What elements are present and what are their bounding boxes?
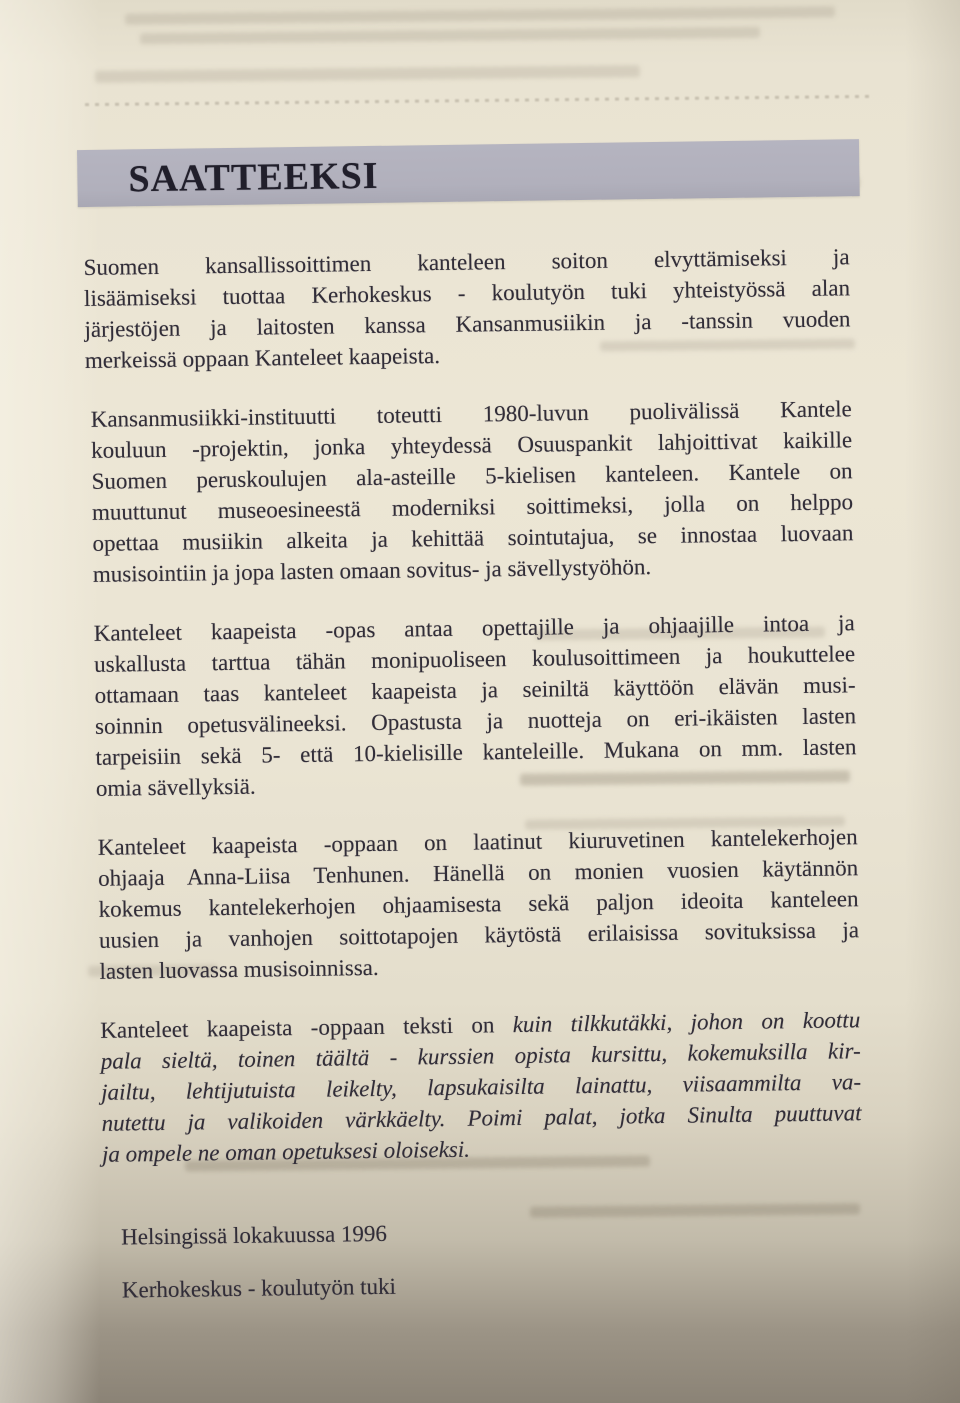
text-line: opettaa musiikin alkeita ja kehittää sointutajua, se innostaa luovaan [92, 520, 854, 556]
text-line-italic: pala sieltä, toinen täältä - kurssien opista kursittu, kokemuksilla kir- [100, 1038, 861, 1074]
paragraph-1 [83, 241, 851, 376]
text-line: merkeissä oppaan Kanteleet kaapeista. [84, 343, 441, 373]
text-line: Kanteleet kaapeista -oppaan on laatinut kiuruvetinen kantelekerhojen [97, 824, 858, 860]
paragraph-2 [91, 393, 855, 590]
text-line: ottamaan taas kanteleet kaapeista ja seiniltä käyttöön elävän musi- [94, 672, 856, 708]
text-line: kouluun -projektin, jonka yhteydessä Osuuspankit lahjoittivat kaikille [91, 427, 853, 463]
signoff-organization: Kerhokeskus - koulutyön tuki [121, 1273, 397, 1303]
bleedthrough-smudge [140, 27, 760, 44]
text-line: kokemus kantelekerhojen ohjaamisesta sekä paljon ideoita kanteleen [98, 886, 859, 922]
text-line: soinnin opetusvälineeksi. Opastusta ja nuotteja on eri-ikäisten lasten [94, 703, 857, 739]
text-line: Kansanmusiikki-instituutti toteutti 1980-luvun puolivälissä Kantele [90, 396, 852, 432]
text-line: järjestöjen ja laitosten kanssa Kansanmusiikin ja -tanssin vuoden [84, 306, 851, 342]
text-line: omia sävellyksiä. [95, 773, 256, 801]
text-line-italic: nutettu ja valikoiden värkkäelty. Poimi palat, jotka Sinulta puuttuvat [101, 1100, 862, 1136]
bleedthrough-smudge [125, 6, 835, 24]
paragraph-closing [100, 1004, 862, 1170]
text-line: muuttunut museoesineestä moderniksi soittimeksi, jolla on helppo [91, 489, 854, 525]
page-content [82, 139, 870, 1306]
signoff-place-date: Helsingissä lokakuussa 1996 [121, 1220, 388, 1250]
bleedthrough-smudge [95, 65, 640, 83]
text-line: lasten luovassa musisoinnissa. [99, 954, 379, 984]
section-header-bar [77, 139, 860, 207]
signoff [121, 1211, 864, 1305]
text-line-italic: ja ompele ne oman opetuksesi oloiseksi. [101, 1136, 471, 1167]
closing-lead-roman: Kanteleet kaapeista -oppaan teksti on [100, 1012, 513, 1043]
section-title: SAATTEEKSI [128, 154, 379, 201]
text-line: Kanteleet kaapeista -opas antaa opettajille ja ohjaajille intoa ja [93, 610, 855, 646]
text-line: Suomen kansallissoittimen kanteleen soiton elvyttämiseksi ja [83, 244, 850, 280]
text-line: lisäämiseksi tuottaa Kerhokeskus - koulutyön tuki yhteistyössä alan [83, 275, 851, 311]
text-line: musisointiin ja jopa lasten omaan sovitus- ja sävellystyöhön. [92, 554, 652, 587]
text-line: uusien ja vanhojen soittotapojen käytöstä erilaisissa sovituksissa ja [98, 917, 860, 953]
text-line: uskallusta tarttua tähän monipuoliseen koulusoittimeen ja houkuttelee [94, 641, 856, 677]
text-line: ohjaaja Anna-Liisa Tenhunen. Hänellä on monien vuosien käytännön [97, 855, 859, 891]
text-line: Suomen peruskoulujen ala-asteille 5-kielisen kanteleen. Kantele on [91, 458, 853, 494]
bleedthrough-leader-dots [85, 95, 875, 106]
text-line: tarpeisiin sekä 5- että 10-kielisille kanteleille. Mukana on mm. lasten [95, 734, 857, 770]
paragraph-3 [94, 607, 858, 804]
closing-italic-start: kuin tilkkutäkki, johon on koottu [512, 1007, 861, 1038]
text-line-italic: jailtu, lehtijutuista leikelty, lapsukaisilta lainattu, viisaammilta va- [100, 1069, 862, 1105]
body-text [83, 241, 864, 1306]
paragraph-4 [98, 821, 860, 987]
